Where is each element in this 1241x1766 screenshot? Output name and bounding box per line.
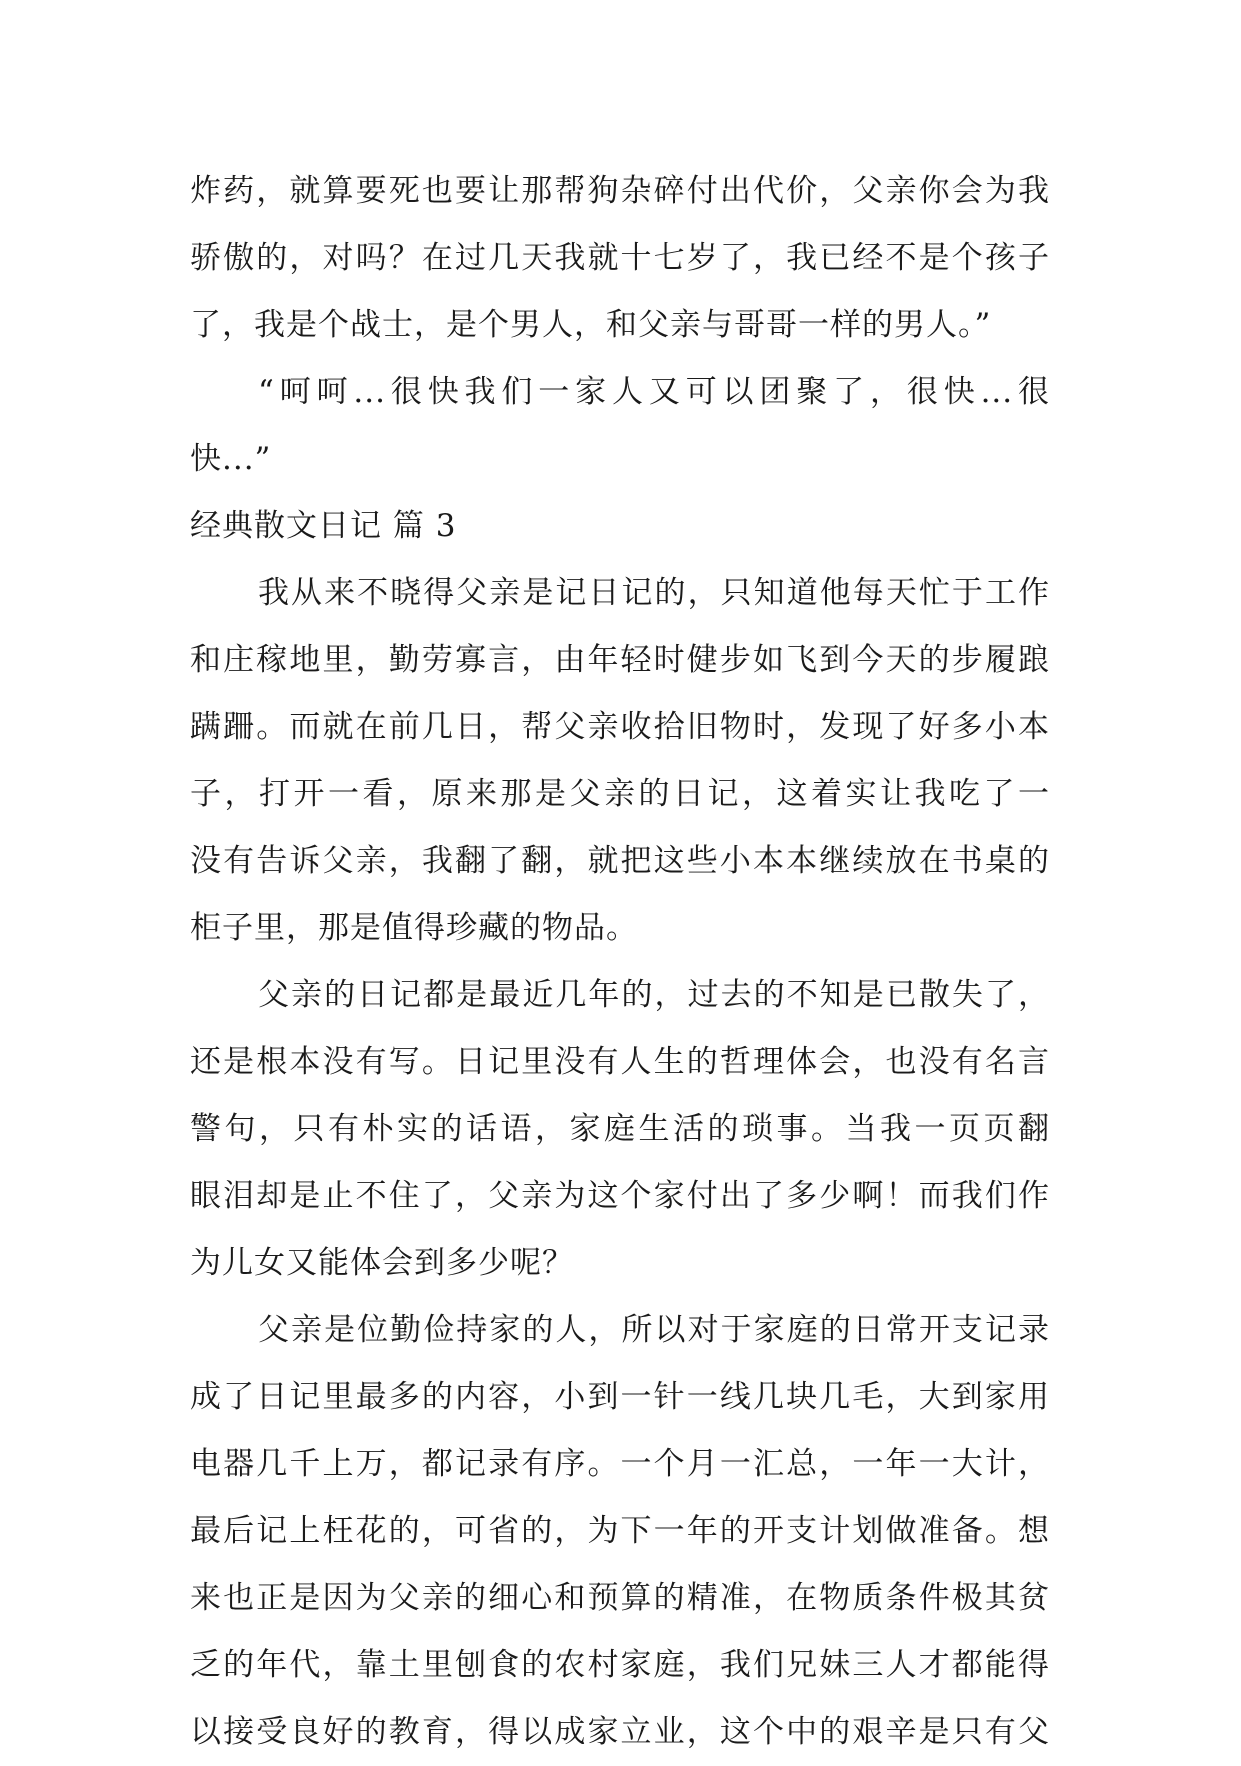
- text-line: 我从来不晓得父亲是记日记的，只知道他每天忙于工作: [258, 575, 1050, 611]
- text-line: 了，我是个战士，是个男人，和父亲与哥哥一样的男人。”: [190, 307, 992, 343]
- text-line: 快...”: [190, 441, 272, 477]
- text-line: 蹒跚。而就在前几日，帮父亲收拾旧物时，发现了好多小本: [190, 709, 1050, 745]
- text-line: “呵呵...很快我们一家人又可以团聚了，很快...很: [258, 374, 1050, 410]
- preceding-paragraphs: [190, 158, 1050, 493]
- section-heading: 经典散文日记 篇 3: [190, 508, 457, 544]
- text-line: 乏的年代，靠土里刨食的农村家庭，我们兄妹三人才都能得: [190, 1647, 1050, 1683]
- text-line: 子，打开一看，原来那是父亲的日记，这着实让我吃了一: [190, 776, 1050, 812]
- text-line: 父亲的日记都是最近几年的，过去的不知是已散失了，: [258, 977, 1050, 1013]
- text-line: 柜子里，那是值得珍藏的物品。: [190, 910, 638, 946]
- text-line: 成了日记里最多的内容，小到一针一线几块几毛，大到家用: [190, 1379, 1050, 1415]
- text-line: 没有告诉父亲，我翻了翻，就把这些小本本继续放在书桌的: [190, 843, 1050, 879]
- text-line: 炸药，就算要死也要让那帮狗杂碎付出代价，父亲你会为我: [190, 173, 1050, 209]
- text-line: 骄傲的，对吗？在过几天我就十七岁了，我已经不是个孩子: [190, 240, 1050, 276]
- document-content: [190, 158, 1050, 1766]
- text-line: 和庄稼地里，勤劳寡言，由年轻时健步如飞到今天的步履踉: [190, 642, 1050, 678]
- text-line: 父亲是位勤俭持家的人，所以对于家庭的日常开支记录: [258, 1312, 1050, 1348]
- text-line: 眼泪却是止不住了，父亲为这个家付出了多少啊！而我们作: [190, 1178, 1050, 1214]
- text-line: 还是根本没有写。日记里没有人生的哲理体会，也没有名言: [190, 1044, 1050, 1080]
- text-line: 最后记上枉花的，可省的，为下一年的开支计划做准备。想: [190, 1513, 1050, 1549]
- text-line: 电器几千上万，都记录有序。一个月一汇总，一年一大计，: [190, 1446, 1050, 1482]
- text-line: 为儿女又能体会到多少呢？: [190, 1245, 574, 1281]
- section-body: [190, 560, 1050, 1766]
- text-line: 警句，只有朴实的话语，家庭生活的琐事。当我一页页翻: [190, 1111, 1050, 1147]
- text-line: 来也正是因为父亲的细心和预算的精准，在物质条件极其贫: [190, 1580, 1050, 1616]
- text-line: 以接受良好的教育，得以成家立业，这个中的艰辛是只有父: [190, 1714, 1050, 1750]
